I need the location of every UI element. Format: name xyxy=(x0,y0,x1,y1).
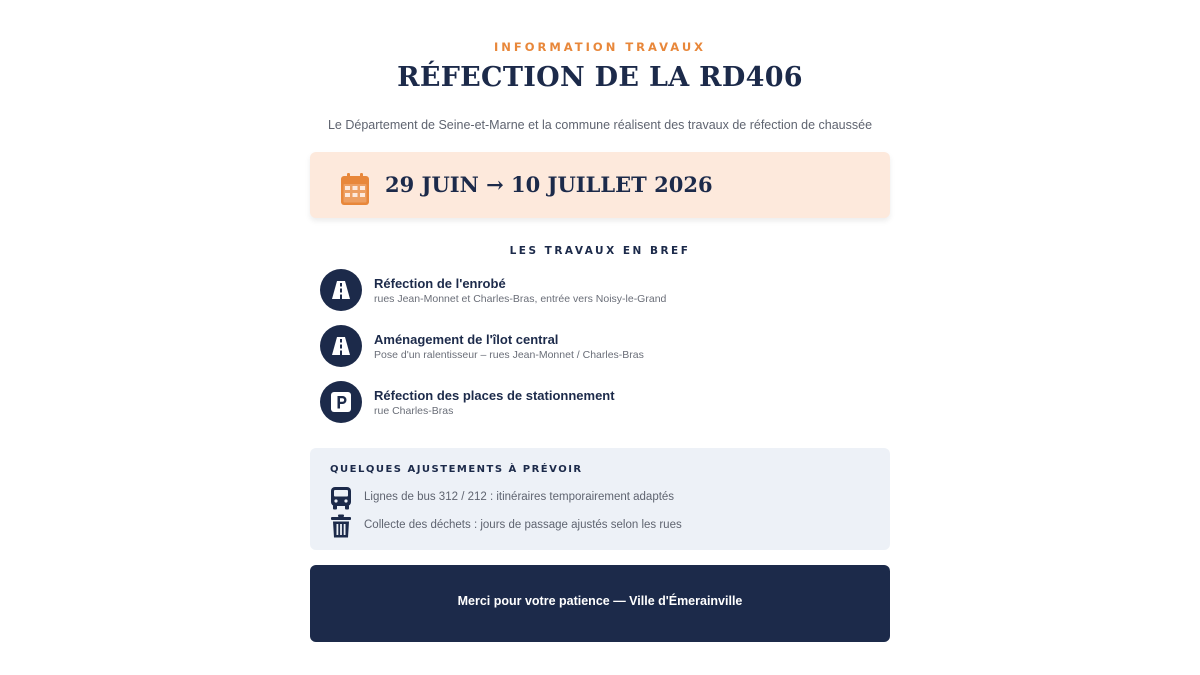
road-icon xyxy=(320,325,362,367)
bus-icon xyxy=(330,486,352,510)
calendar-icon xyxy=(341,173,369,205)
parking-icon xyxy=(320,381,362,423)
date-range: 29 JUIN → 10 JUILLET 2026 xyxy=(385,172,713,197)
work-item-desc: rues Jean-Monnet et Charles-Bras, entrée vers Noisy-le-Grand xyxy=(374,293,667,305)
adjustment-text: Collecte des déchets : jours de passage ajustés selon les rues xyxy=(364,519,682,531)
adjustment-item-bus xyxy=(330,486,870,510)
work-item-desc: Pose d'un ralentisseur – rues Jean-Monnet / Charles-Bras xyxy=(374,349,644,361)
work-item-title: Aménagement de l'îlot central xyxy=(374,332,559,347)
work-item-stationnement xyxy=(320,381,890,423)
page-subtitle: Le Département de Seine-et-Marne et la commune réalisent des travaux de réfection de chaussée xyxy=(327,118,873,132)
adjustment-text: Lignes de bus 312 / 212 : itinéraires temporairement adaptés xyxy=(364,491,675,503)
header-kicker: INFORMATION TRAVAUX xyxy=(493,40,707,54)
road-icon xyxy=(320,269,362,311)
date-banner xyxy=(310,152,890,218)
trash-icon xyxy=(330,514,352,538)
adjustments-card xyxy=(310,448,890,550)
footer-banner xyxy=(310,565,890,642)
work-item-title: Réfection des places de stationnement xyxy=(374,388,615,403)
work-item-enrobe xyxy=(320,269,890,311)
work-item-ilot xyxy=(320,325,890,367)
adjustments-heading: QUELQUES AJUSTEMENTS À PRÉVOIR xyxy=(330,464,583,475)
page-title: RÉFECTION DE LA RD406 xyxy=(397,62,803,93)
work-item-title: Réfection de l'enrobé xyxy=(374,276,506,291)
footer-text: Merci pour votre patience — Ville d'Émerainville xyxy=(457,594,743,608)
works-heading: LES TRAVAUX EN BREF xyxy=(509,245,691,257)
work-item-desc: rue Charles-Bras xyxy=(374,405,454,417)
adjustment-item-waste xyxy=(330,514,870,538)
